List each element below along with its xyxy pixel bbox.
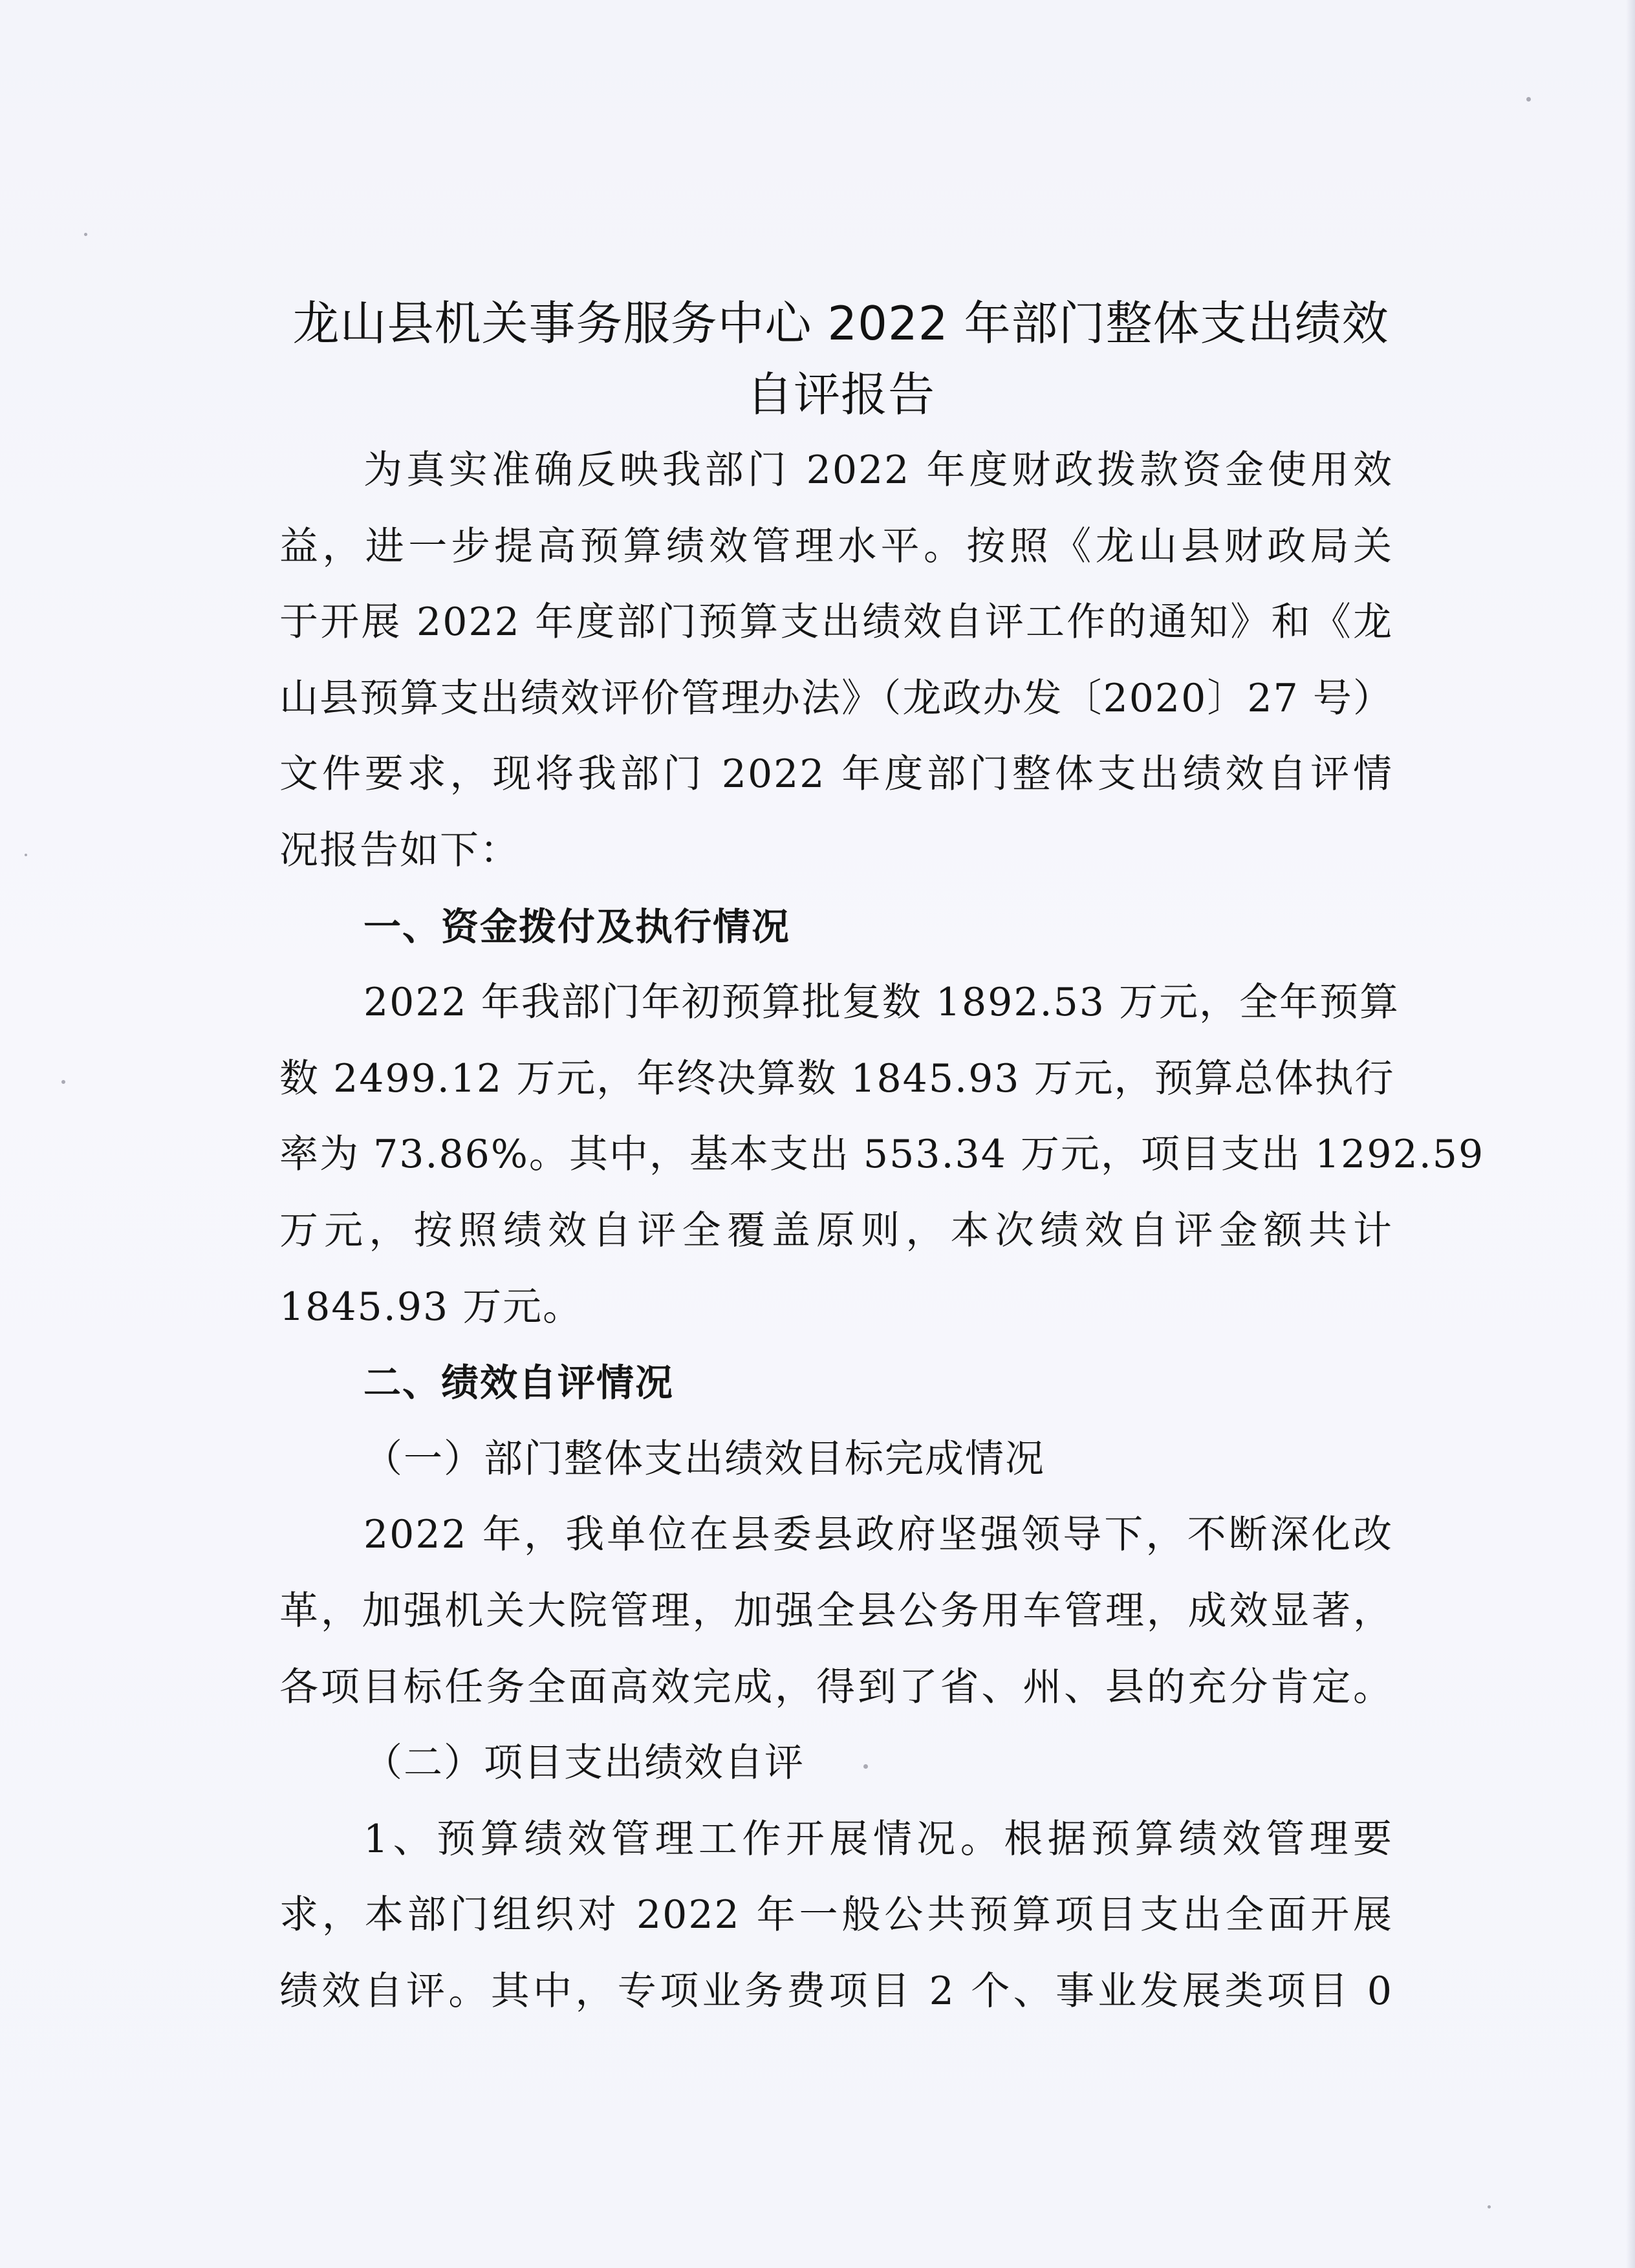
body-text-line: （二）项目支出绩效自评 — [363, 1740, 805, 1786]
body-text-line: 万元，按照绩效自评全覆盖原则，本次绩效自评金额共计 — [279, 1208, 1393, 1253]
scan-speck — [84, 233, 87, 236]
body-text-line: 各项目标任务全面高效完成，得到了省、州、县的充分肯定。 — [279, 1665, 1393, 1710]
body-text-line: 率为 73.86%。其中，基本支出 553.34 万元，项目支出 1292.59 — [279, 1132, 1485, 1177]
scan-speck — [1488, 2205, 1491, 2209]
section-heading: 一、资金拨付及执行情况 — [363, 905, 791, 949]
body-text-line: 况报告如下： — [279, 828, 520, 873]
body-text-line: 1、预算绩效管理工作开展情况。根据预算绩效管理要 — [363, 1817, 1393, 1862]
body-text-line: 为真实准确反映我部门 2022 年度财政拨款资金使用效 — [363, 448, 1393, 493]
body-text-line: 2022 年，我单位在县委县政府坚强领导下，不断深化改 — [363, 1512, 1393, 1557]
report-title-line-2: 自评报告 — [746, 367, 935, 422]
scan-speck — [1526, 97, 1531, 102]
scan-speck — [25, 854, 27, 856]
body-text-line: 求，本部门组织对 2022 年一般公共预算项目支出全面开展 — [279, 1892, 1393, 1938]
scan-shadow-edge — [1626, 0, 1635, 2268]
body-text-line: 2022 年我部门年初预算批复数 1892.53 万元，全年预算 — [363, 980, 1400, 1025]
section-heading: 二、绩效自评情况 — [363, 1361, 675, 1405]
body-text-line: 1845.93 万元。 — [279, 1284, 583, 1330]
body-text-line: 于开展 2022 年度部门预算支出绩效自评工作的通知》和《龙 — [279, 599, 1393, 645]
body-text-line: 山县预算支出绩效评价管理办法》（龙政办发〔2020〕27 号） — [279, 676, 1393, 721]
body-text-line: 文件要求，现将我部门 2022 年度部门整体支出绩效自评情 — [279, 751, 1393, 797]
body-text-line: 数 2499.12 万元，年终决算数 1845.93 万元，预算总体执行 — [279, 1056, 1395, 1101]
body-text-line: 革，加强机关大院管理，加强全县公务用车管理，成效显著， — [279, 1588, 1393, 1634]
scan-speck — [61, 1080, 65, 1084]
body-text-line: （一）部门整体支出绩效目标完成情况 — [363, 1436, 1045, 1482]
body-text-line: 绩效自评。其中，专项业务费项目 2 个、事业发展类项目 0 — [279, 1969, 1393, 2014]
body-text-line: 益，进一步提高预算绩效管理水平。按照《龙山县财政局关 — [279, 524, 1393, 569]
report-title-line-1: 龙山县机关事务服务中心 2022 年部门整体支出绩效 — [292, 296, 1389, 351]
